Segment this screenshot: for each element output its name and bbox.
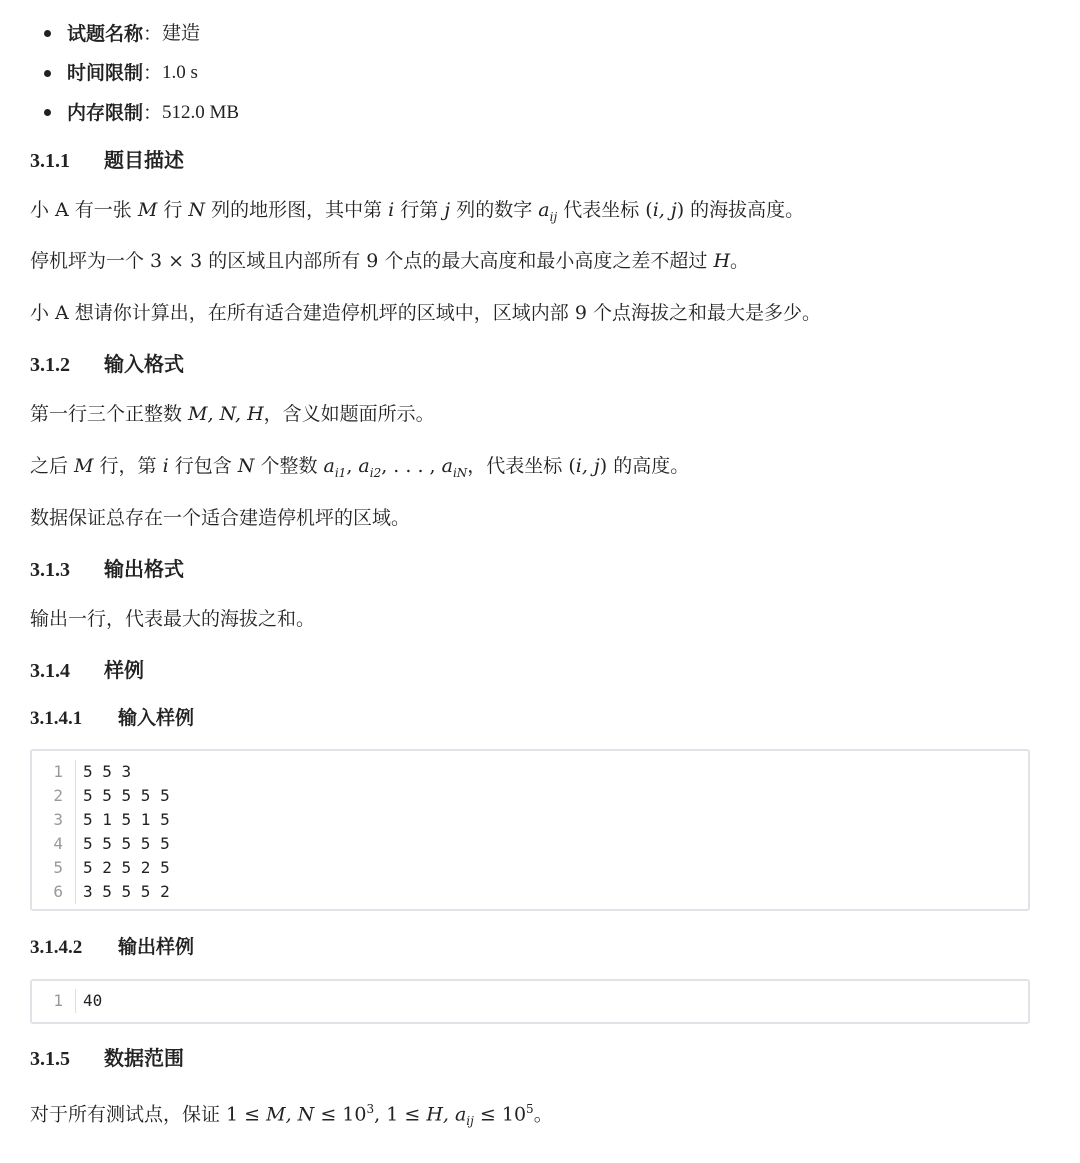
meta-item-memory: 内存限制 ： 512.0 MB [44,93,239,133]
problem-meta-list [44,14,239,133]
code-line [32,856,1028,880]
code-text: 40 [83,991,103,1010]
bullet-icon [44,70,51,77]
line-number: 1 [32,989,76,1013]
bullet-icon [44,30,51,37]
code-text: 5 5 5 5 5 [83,834,170,853]
code-text: 3 5 5 5 2 [83,882,170,901]
code-line [32,832,1028,856]
section-heading-sample: 3.1.4 样例 [30,658,144,682]
line-number: 4 [32,832,76,856]
code-text: 5 5 3 [83,762,132,781]
meta-value: 512.0 MB [162,101,240,123]
subsection-heading-sample-output: 3.1.4.2 输出样例 [30,936,195,958]
meta-item-name: 试题名称 ： 建造 [44,14,239,54]
code-text: 5 5 5 5 5 [83,786,170,805]
line-number: 2 [32,784,76,808]
meta-label: 内存限制 [67,101,144,124]
code-text: 5 2 5 2 5 [83,858,170,877]
code-text: 5 1 5 1 5 [83,810,170,829]
section-heading-input: 3.1.2 输入格式 [30,352,184,376]
input-paragraph-2: 之后 M 行，第 i 行包含 N 个整数 $a_{i1}$, $a_{i2}$, . . . , $a_{iN}$，代表坐标 (i, j) 的高度。 [30,455,690,480]
sample-input-code-block[interactable] [30,749,1030,911]
sample-output-code-block[interactable] [30,979,1030,1024]
input-paragraph-3: 数据保证总存在一个适合建造停机坪的区域。 [30,507,411,529]
code-line [32,880,1028,904]
description-paragraph-2: 停机坪为一个 3 × 3 的区域且内部所有 9 个点的最大高度和最小高度之差不超过 H。 [30,250,750,272]
range-paragraph-1: 对于所有测试点，保证 1 ≤ M, $N \le 10^3$, 1 ≤ H, $a_{ij} \le 10^5$。 [30,1102,553,1129]
line-number: 5 [32,856,76,880]
line-number: 3 [32,808,76,832]
code-line [32,808,1028,832]
section-heading-range: 3.1.5 数据范围 [30,1046,184,1070]
meta-label: 时间限制 [67,62,144,85]
code-line [32,760,1028,784]
line-number: 6 [32,880,76,904]
meta-label: 试题名称 [67,22,144,45]
description-paragraph-3: 小 A 想请你计算出，在所有适合建造停机坪的区域中，区域内部 9 个点海拔之和最大是多少。 [30,302,821,324]
output-paragraph-1: 输出一行，代表最大的海拔之和。 [30,608,316,630]
meta-value: 1.0 s [162,62,198,84]
line-number: 1 [32,760,76,784]
description-paragraph-1: 小 A 有一张 M 行 N 列的地形图，其中第 i 行第 j 列的数字 $a_{ij}$ 代表坐标 (i, j) 的海拔高度。 [30,199,805,224]
input-paragraph-1: 第一行三个正整数 M, N, H，含义如题面所示。 [30,403,435,425]
meta-value: 建造 [162,22,201,44]
subsection-heading-sample-input: 3.1.4.1 输入样例 [30,707,195,729]
section-heading-description: 3.1.1 题目描述 [30,148,184,172]
bullet-icon [44,109,51,116]
meta-item-time: 时间限制 ： 1.0 s [44,54,239,94]
code-line [32,784,1028,808]
code-line [32,989,1028,1013]
section-heading-output: 3.1.3 输出格式 [30,557,184,581]
